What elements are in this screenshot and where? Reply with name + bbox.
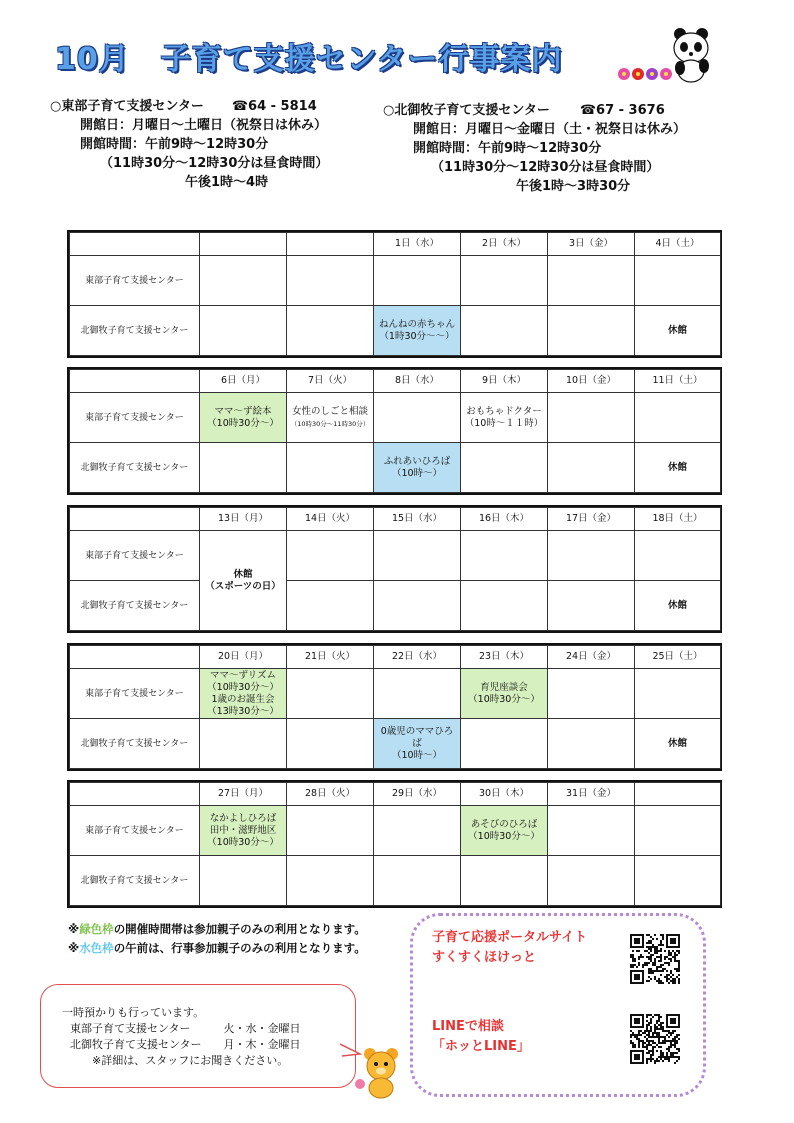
empty-cell xyxy=(548,856,635,906)
east-center-row-label: 東部子育て支援センター xyxy=(70,669,200,719)
closed-cell: 休館 xyxy=(635,443,721,493)
corner-cell xyxy=(70,508,200,531)
portal-qr-code[interactable] xyxy=(630,934,680,984)
empty-cell xyxy=(200,856,287,906)
day-header: 15日（水） xyxy=(374,508,461,531)
empty-cell xyxy=(461,581,548,631)
north-center-name: ○北御牧子育て支援センター xyxy=(383,103,550,118)
east-open-days: 開館日：月曜日～土曜日（祝祭日は休み） xyxy=(80,118,328,133)
event-cell: ふれあいひろば （10時～） xyxy=(374,443,461,493)
closed-cell: 休館 xyxy=(635,306,721,356)
east-center-row-label: 東部子育て支援センター xyxy=(70,256,200,306)
north-center-row-label: 北御牧子育て支援センター xyxy=(70,306,200,356)
day-header: 6日（月） xyxy=(200,370,287,393)
empty-cell xyxy=(287,806,374,856)
empty-cell xyxy=(548,806,635,856)
day-header: 24日（金） xyxy=(548,646,635,669)
east-center-info xyxy=(50,97,328,192)
day-header xyxy=(200,233,287,256)
day-header: 18日（土） xyxy=(635,508,721,531)
empty-cell xyxy=(548,306,635,356)
childcare-line-2: 東部子育て支援センター 火・水・金曜日 xyxy=(70,1022,301,1035)
day-header: 13日（月） xyxy=(200,508,287,531)
day-header: 25日（土） xyxy=(635,646,721,669)
event-cell: あそびのひろば （10時30分～） xyxy=(461,806,548,856)
day-header: 14日（火） xyxy=(287,508,374,531)
closed-cell: 休館 xyxy=(635,581,721,631)
event-cell: ねんねの赤ちゃん （1時30分～～） xyxy=(374,306,461,356)
event-cell: 0歳児のママひろば （10時～） xyxy=(374,719,461,769)
day-header: 16日（木） xyxy=(461,508,548,531)
empty-cell xyxy=(548,581,635,631)
event-cell: 育児座談会 （10時30分～） xyxy=(461,669,548,719)
event-cell: ママ～ずリズム （10時30分～） 1歳のお誕生会 （13時30分～） xyxy=(200,669,287,719)
day-header xyxy=(635,783,721,806)
east-center-tel[interactable]: ☎64 - 5814 xyxy=(231,99,317,114)
empty-cell xyxy=(287,306,374,356)
north-lunch-time: （11時30分～12時30分は昼食時間） xyxy=(431,160,660,175)
east-center-name: ○東部子育て支援センター xyxy=(50,99,204,114)
closed-cell: 休館 xyxy=(635,719,721,769)
portal-site-link[interactable]: 子育て応援ポータルサイト すくすくほけっと xyxy=(432,930,588,965)
empty-cell xyxy=(200,256,287,306)
day-header: 10日（金） xyxy=(548,370,635,393)
day-header: 23日（木） xyxy=(461,646,548,669)
empty-cell xyxy=(548,719,635,769)
empty-cell xyxy=(287,531,374,581)
day-header: 1日（水） xyxy=(374,233,461,256)
corner-cell xyxy=(70,233,200,256)
day-header: 22日（水） xyxy=(374,646,461,669)
north-open-days: 開館日：月曜日～金曜日（土・祝祭日は休み） xyxy=(413,122,687,137)
east-center-row-label: 東部子育て支援センター xyxy=(70,531,200,581)
day-header: 4日（土） xyxy=(635,233,721,256)
empty-cell xyxy=(548,669,635,719)
day-header: 29日（水） xyxy=(374,783,461,806)
empty-cell xyxy=(287,856,374,906)
empty-cell xyxy=(461,531,548,581)
north-center-row-label: 北御牧子育て支援センター xyxy=(70,719,200,769)
day-header: 8日（水） xyxy=(374,370,461,393)
empty-cell xyxy=(287,256,374,306)
day-header: 30日（木） xyxy=(461,783,548,806)
day-header: 3日（金） xyxy=(548,233,635,256)
week-table-4 xyxy=(67,643,722,771)
east-center-row-label: 東部子育て支援センター xyxy=(70,393,200,443)
empty-cell xyxy=(374,669,461,719)
flowers-decoration xyxy=(616,66,672,82)
page-title: 10月 子育て支援センター行事案内 xyxy=(55,42,563,77)
line-consult-link[interactable]: LINEで相談 「ホッとLINE」 xyxy=(432,1019,530,1054)
empty-cell xyxy=(287,443,374,493)
day-header: 7日（火） xyxy=(287,370,374,393)
event-cell: おもちゃドクター （10時～１１時） xyxy=(461,393,548,443)
day-header: 27日（月） xyxy=(200,783,287,806)
day-header: 17日（金） xyxy=(548,508,635,531)
week-table-1 xyxy=(67,230,722,358)
green-frame-note: ※緑色枠の開催時間帯は参加親子のみの利用となります。 xyxy=(68,922,366,936)
empty-cell xyxy=(287,581,374,631)
empty-cell xyxy=(461,256,548,306)
empty-cell xyxy=(200,719,287,769)
corner-cell xyxy=(70,783,200,806)
day-header: 20日（月） xyxy=(200,646,287,669)
empty-cell xyxy=(548,531,635,581)
empty-cell xyxy=(461,306,548,356)
north-center-row-label: 北御牧子育て支援センター xyxy=(70,443,200,493)
north-open-hours: 開館時間：午前9時～12時30分 xyxy=(413,141,602,156)
line-qr-code[interactable] xyxy=(630,1014,680,1064)
blue-frame-note: ※水色枠の午前は、行事参加親子のみの利用となります。 xyxy=(68,941,366,955)
empty-cell xyxy=(374,581,461,631)
week-table-5 xyxy=(67,780,722,908)
east-open-hours: 開館時間：午前9時～12時30分 xyxy=(80,137,269,152)
empty-cell xyxy=(548,393,635,443)
corner-cell xyxy=(70,646,200,669)
event-cell xyxy=(287,393,374,443)
event-cell: なかよしひろば 田中・滋野地区 （10時30分～） xyxy=(200,806,287,856)
east-lunch-time: （11時30分～12時30分は昼食時間） xyxy=(100,156,329,171)
east-afternoon-hours: 午後1時～4時 xyxy=(185,175,269,190)
corner-cell xyxy=(70,370,200,393)
north-center-info xyxy=(383,101,686,196)
bear-illustration xyxy=(352,1044,406,1100)
north-afternoon-hours: 午後1時～3時30分 xyxy=(516,179,631,194)
day-header: 11日（土） xyxy=(635,370,721,393)
empty-cell xyxy=(635,856,721,906)
empty-cell xyxy=(374,531,461,581)
empty-cell xyxy=(461,719,548,769)
empty-cell xyxy=(635,256,721,306)
day-header: 9日（木） xyxy=(461,370,548,393)
holiday-closed-cell: 休館 （スポーツの日） xyxy=(200,531,287,631)
empty-cell xyxy=(548,256,635,306)
day-header: 28日（火） xyxy=(287,783,374,806)
event-cell: ママ～ず絵本 （10時30分～） xyxy=(200,393,287,443)
empty-cell xyxy=(548,443,635,493)
childcare-line-3: 北御牧子育て支援センター 月・木・金曜日 xyxy=(70,1038,301,1051)
day-header: 31日（金） xyxy=(548,783,635,806)
day-header: 21日（火） xyxy=(287,646,374,669)
empty-cell xyxy=(461,856,548,906)
empty-cell xyxy=(635,531,721,581)
east-center-row-label: 東部子育て支援センター xyxy=(70,806,200,856)
empty-cell xyxy=(374,393,461,443)
north-center-row-label: 北御牧子育て支援センター xyxy=(70,856,200,906)
childcare-line-1: 一時預かりも行っています。 xyxy=(62,1006,205,1019)
childcare-info xyxy=(62,1005,301,1069)
week-table-2 xyxy=(67,367,722,495)
north-center-tel[interactable]: ☎67 - 3676 xyxy=(579,103,665,118)
empty-cell xyxy=(287,669,374,719)
empty-cell xyxy=(287,719,374,769)
empty-cell xyxy=(374,806,461,856)
day-header xyxy=(287,233,374,256)
north-center-row-label: 北御牧子育て支援センター xyxy=(70,581,200,631)
childcare-line-4: ※詳細は、スタッフにお聞きください。 xyxy=(92,1054,289,1067)
empty-cell xyxy=(635,393,721,443)
empty-cell xyxy=(635,806,721,856)
day-header: 2日（木） xyxy=(461,233,548,256)
empty-cell xyxy=(461,443,548,493)
empty-cell xyxy=(200,306,287,356)
empty-cell xyxy=(374,256,461,306)
empty-cell xyxy=(635,669,721,719)
empty-cell xyxy=(374,856,461,906)
empty-cell xyxy=(200,443,287,493)
event-title: 女性のしごと相談 xyxy=(291,405,368,417)
event-time: （10時30分～11時30分） xyxy=(290,419,370,428)
week-table-3 xyxy=(67,505,722,633)
